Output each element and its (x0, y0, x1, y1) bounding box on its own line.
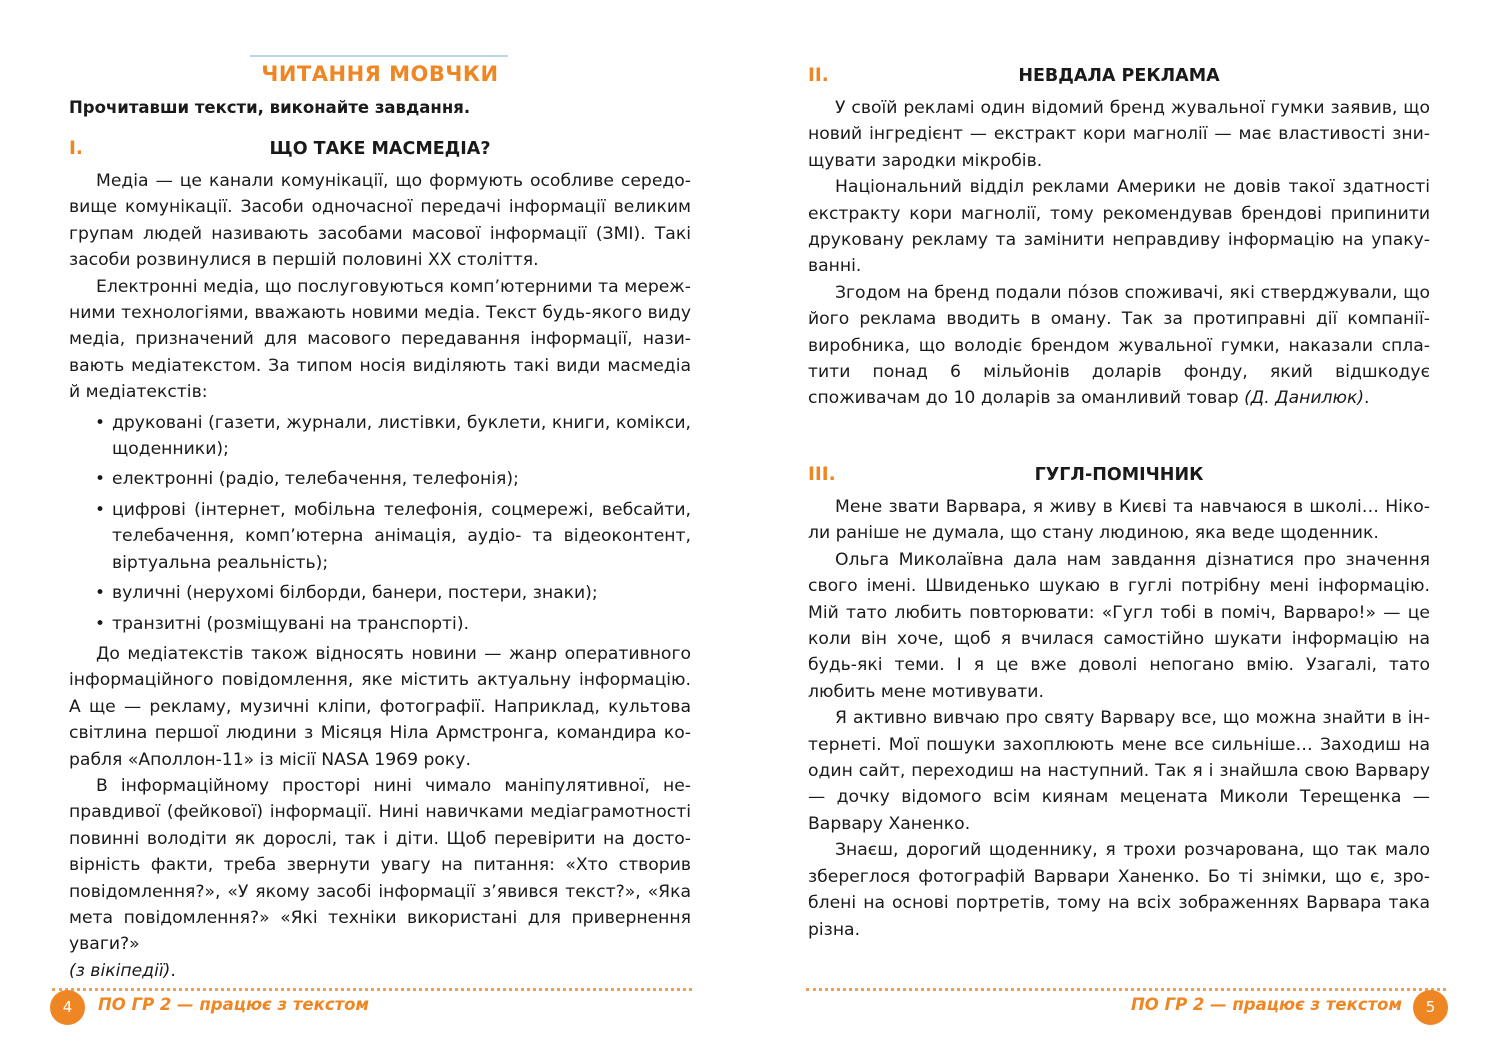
bullet-icon: • (95, 499, 106, 520)
source-citation: (Д. Данилюк) (1244, 388, 1365, 409)
paragraph: Електронні медіа, що послуговуються комп’ютерними та мережними технологіями, вважають новими медіа. Текст будь-якого виду медіа, призначений для масового передавання інформації, називають медіатекстом. За типом носія виділяють такі види масмедіа й медіатекстів: (69, 276, 691, 403)
page-number: 4 (50, 990, 85, 1025)
paragraph: До медіатекстів також відносять новини — жанр оперативного інформаційного повідомлення, яке містить актуальну інформацію. А ще — рекламу, музичні кліпи, фотографії. Наприклад, культова світлина першої людини з Місяця Ніла Армстронга, командира корабля «Аполлон-11» із місії NASA 1969 року. (69, 643, 691, 770)
instruction-text: Прочитавши тексти, виконайте завдання. (69, 98, 471, 117)
list-item: • транзитні (розміщувані на транспорті). (69, 611, 691, 637)
footer-divider (806, 988, 1446, 991)
section-1 (69, 136, 691, 984)
section-3 (808, 462, 1430, 943)
paragraph: Національний відділ реклами Америки не довів такої здатності екстракту кори магнолії, тому рекомендував брендові припинити друковану рекламу та замінити неправдиву інформацію на упакуванні. (808, 177, 1430, 277)
footer-text: ПО ГР 2 — працює з текстом (1131, 995, 1402, 1014)
section-2 (808, 63, 1430, 412)
media-types-list (69, 410, 691, 637)
section-1-title: ЩО ТАКЕ МАСМЕДІА? (269, 139, 491, 159)
section-2-heading (808, 63, 1430, 94)
list-item: • електронні (радіо, телебачення, телефонія); (69, 466, 691, 492)
section-2-title: НЕВДАЛА РЕКЛАМА (1018, 66, 1220, 86)
paragraph: Я активно вивчаю про святу Варвару все, що можна знайти в інтернеті. Мої пошуки захоплюють мене все сильніше… Заходиш на один сайт, переходиш на наступний. Так я і знайшла свою Варвару — дочку відомого всім киянам мецената Миколи Терещенка — Варвару Ханенко. (808, 708, 1430, 834)
paragraph: Ольга Миколаївна дала нам завдання дізнатися про значення свого імені. Швиденько шукаю в гуглі потрібну мені інформацію. Мій тато любить повторювати: «Гугл тобі в поміч, Варваро!» — це коли він хоче, щоб я вчилася самостійно шукати інформацію на будь-які теми. І я це вже доволі непогано вмію. Узагалі, тато любить мене мотивувати. (808, 549, 1430, 702)
source-citation-text: (з вікіпедії) (69, 960, 171, 981)
section-2-number: II. (808, 65, 829, 86)
right-page (750, 0, 1500, 1045)
section-3-heading (808, 462, 1430, 493)
page-title: ЧИТАННЯ МОВЧКИ (261, 62, 499, 86)
list-item: • друковані (газети, журнали, листівки, буклети, книги, комікси, щоденники); (69, 410, 691, 463)
section-3-title: ГУГЛ-ПОМІЧНИК (1034, 465, 1204, 485)
paragraph: Медіа — це канали комунікації, що формують особливе середовище комунікації. Засоби одночасної передачі інформації великим групам людей називають засобами масової інформації (ЗМІ). Такі засоби розвинулися в першій половині XX століття. (69, 171, 691, 271)
source-citation: (з вікіпедії). (69, 960, 176, 981)
paragraph: У своїй рекламі один відомий бренд жувальної гумки заявив, що новий інгредієнт — екстракт кори магнолії — має властивості знищувати зародки мікробів. (808, 98, 1430, 171)
bullet-icon: • (95, 412, 106, 433)
bullet-icon: • (95, 613, 106, 634)
page-number: 5 (1413, 990, 1448, 1025)
section-3-number: III. (808, 464, 836, 485)
paragraph: Знаєш, дорогий щоденнику, я трохи розчарована, що так мало збереглося фотографій Варвари Ханенко. Бо ті знімки, що є, зроблені на основі портретів, тому на всіх зображеннях Варвара така різна. (808, 840, 1430, 940)
paragraph: В інформаційному просторі нині чимало маніпулятивної, неправдивої (фейкової) інформації. Нині навичками медіаграмотності повинні володіти як дорослі, так і діти. Щоб перевірити на достовірність факти, треба звернути увагу на питання: «Хто створив повідомлення?», «У якому засобі інформації з’явився текст?», «Яка мета повідомлення?» «Які техніки використані для привернення уваги?» (69, 775, 691, 955)
section-1-heading (69, 136, 691, 167)
paragraph: Мене звати Варвара, я живу в Києві та навчаюся в школі… Ніколи раніше не думала, що стану людиною, яка веде щоденник. (808, 497, 1430, 544)
title-decoration-line (250, 55, 508, 57)
bullet-icon: • (95, 469, 106, 490)
footer-text: ПО ГР 2 — працює з текстом (98, 995, 369, 1014)
list-item: • цифрові (інтернет, мобільна телефонія, соцмережі, вебсайти, телебачення, комп’ютерна анімація, аудіо- та відеоконтент, віртуальна реальність); (69, 497, 691, 576)
section-1-number: I. (69, 138, 83, 159)
footer-divider (52, 988, 692, 991)
bullet-icon: • (95, 583, 106, 604)
paragraph: Згодом на бренд подали пóзов споживачі, які стверджували, що його реклама вводить в оману. Так за протиправні дії компанії-виробника, що володіє брендом жувальної гумки, наказали сплатити понад 6 мільйонів доларів фонду, який відшкодує споживачам до 10 доларів за оманливий товар (Д. Данилюк). (808, 282, 1430, 409)
list-item: • вуличні (нерухомі білборди, банери, постери, знаки); (69, 580, 691, 606)
